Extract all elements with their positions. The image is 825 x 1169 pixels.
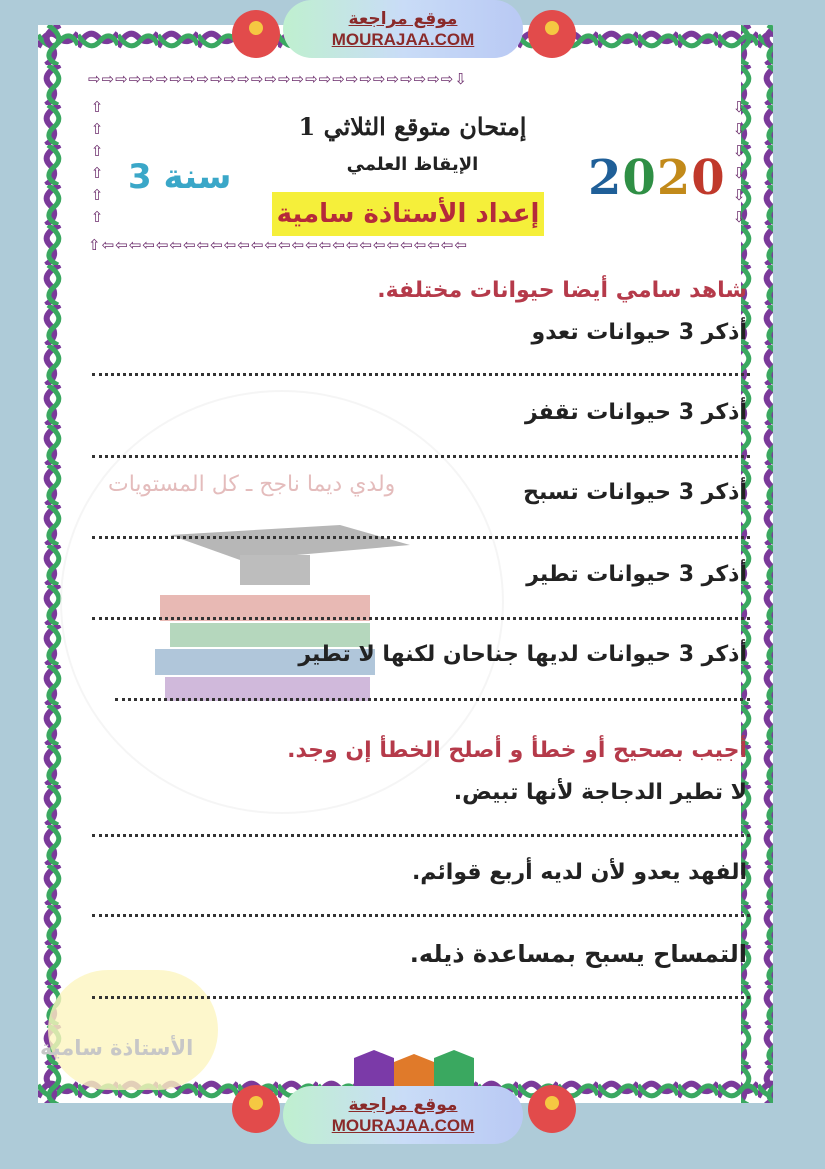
watermark-slogan: ولدي ديما ناجح ـ كل المستويات <box>108 472 396 497</box>
arrow-row-bottom: ⇧⇦⇦⇦⇦⇦⇦⇦⇦⇦⇦⇦⇦⇦⇦⇦⇦⇦⇦⇦⇦⇦⇦⇦⇦⇦⇦⇦ <box>88 236 468 254</box>
corner-watermark-text: الأستاذة سامية <box>40 1036 194 1060</box>
statement-item: التمساح يسبح بمساعدة ذيله. <box>409 940 747 968</box>
question-item: أذكر 3 حيوانات تقفز <box>524 400 747 425</box>
subject-name: الإيقاظ العلمي <box>346 154 479 175</box>
site-logo-icon <box>528 1085 576 1133</box>
answer-line[interactable] <box>115 698 750 703</box>
graduation-books-icon <box>150 515 420 705</box>
arrow-column-left: ⇧ ⇧ ⇧ ⇧ ⇧ ⇧ <box>90 98 104 226</box>
statement-item: الفهد يعدو لأن لديه أربع قوائم. <box>411 860 747 885</box>
grade-label: سنة 3 <box>128 157 232 197</box>
site-banner-top[interactable] <box>283 0 523 58</box>
site-domain[interactable]: MOURAJAA.COM <box>331 1116 475 1135</box>
exam-title: إمتحان متوقع الثلاثي 1 <box>298 112 527 141</box>
answer-line[interactable] <box>92 373 750 378</box>
statement-item: لا تطير الدجاجة لأنها تبيض. <box>453 780 747 805</box>
site-banner-bottom[interactable] <box>283 1086 523 1144</box>
site-domain[interactable]: MOURAJAA.COM <box>331 30 475 49</box>
corner-watermark <box>48 970 218 1090</box>
answer-line[interactable] <box>92 455 750 460</box>
author-label: إعداد الأستاذة سامية <box>272 192 544 236</box>
answer-line[interactable] <box>92 536 750 541</box>
cubes-decoration-icon <box>350 1048 480 1088</box>
answer-line[interactable] <box>92 617 750 622</box>
question-item: أذكر 3 حيوانات تعدو <box>531 320 747 345</box>
question-item: أذكر 3 حيوانات لديها جناحان لكنها لا تطير <box>298 642 747 667</box>
question-item: أذكر 3 حيوانات تسبح <box>523 480 747 505</box>
site-name-arabic[interactable]: موقع مراجعة <box>348 1095 458 1115</box>
site-name-arabic[interactable]: موقع مراجعة <box>348 9 458 29</box>
answer-line[interactable] <box>92 834 750 839</box>
answer-line[interactable] <box>92 996 750 1001</box>
answer-line[interactable] <box>92 914 750 919</box>
site-logo-icon <box>528 10 576 58</box>
arrow-column-right: ⇩ ⇩ ⇩ ⇩ ⇩ ⇩ <box>732 98 746 226</box>
site-logo-icon <box>232 10 280 58</box>
section2-instruction: أجيب بصحيح أو خطأ و أصلح الخطأ إن وجد. <box>287 738 747 763</box>
site-logo-icon <box>232 1085 280 1133</box>
year-label: 2020 <box>588 150 726 206</box>
section1-instruction: شاهد سامي أيضا حيوانات مختلفة. <box>377 278 747 303</box>
question-item: أذكر 3 حيوانات تطير <box>526 562 747 587</box>
arrow-row-top: ⇨⇨⇨⇨⇨⇨⇨⇨⇨⇨⇨⇨⇨⇨⇨⇨⇨⇨⇨⇨⇨⇨⇨⇨⇨⇨⇨⇩ <box>88 70 468 88</box>
